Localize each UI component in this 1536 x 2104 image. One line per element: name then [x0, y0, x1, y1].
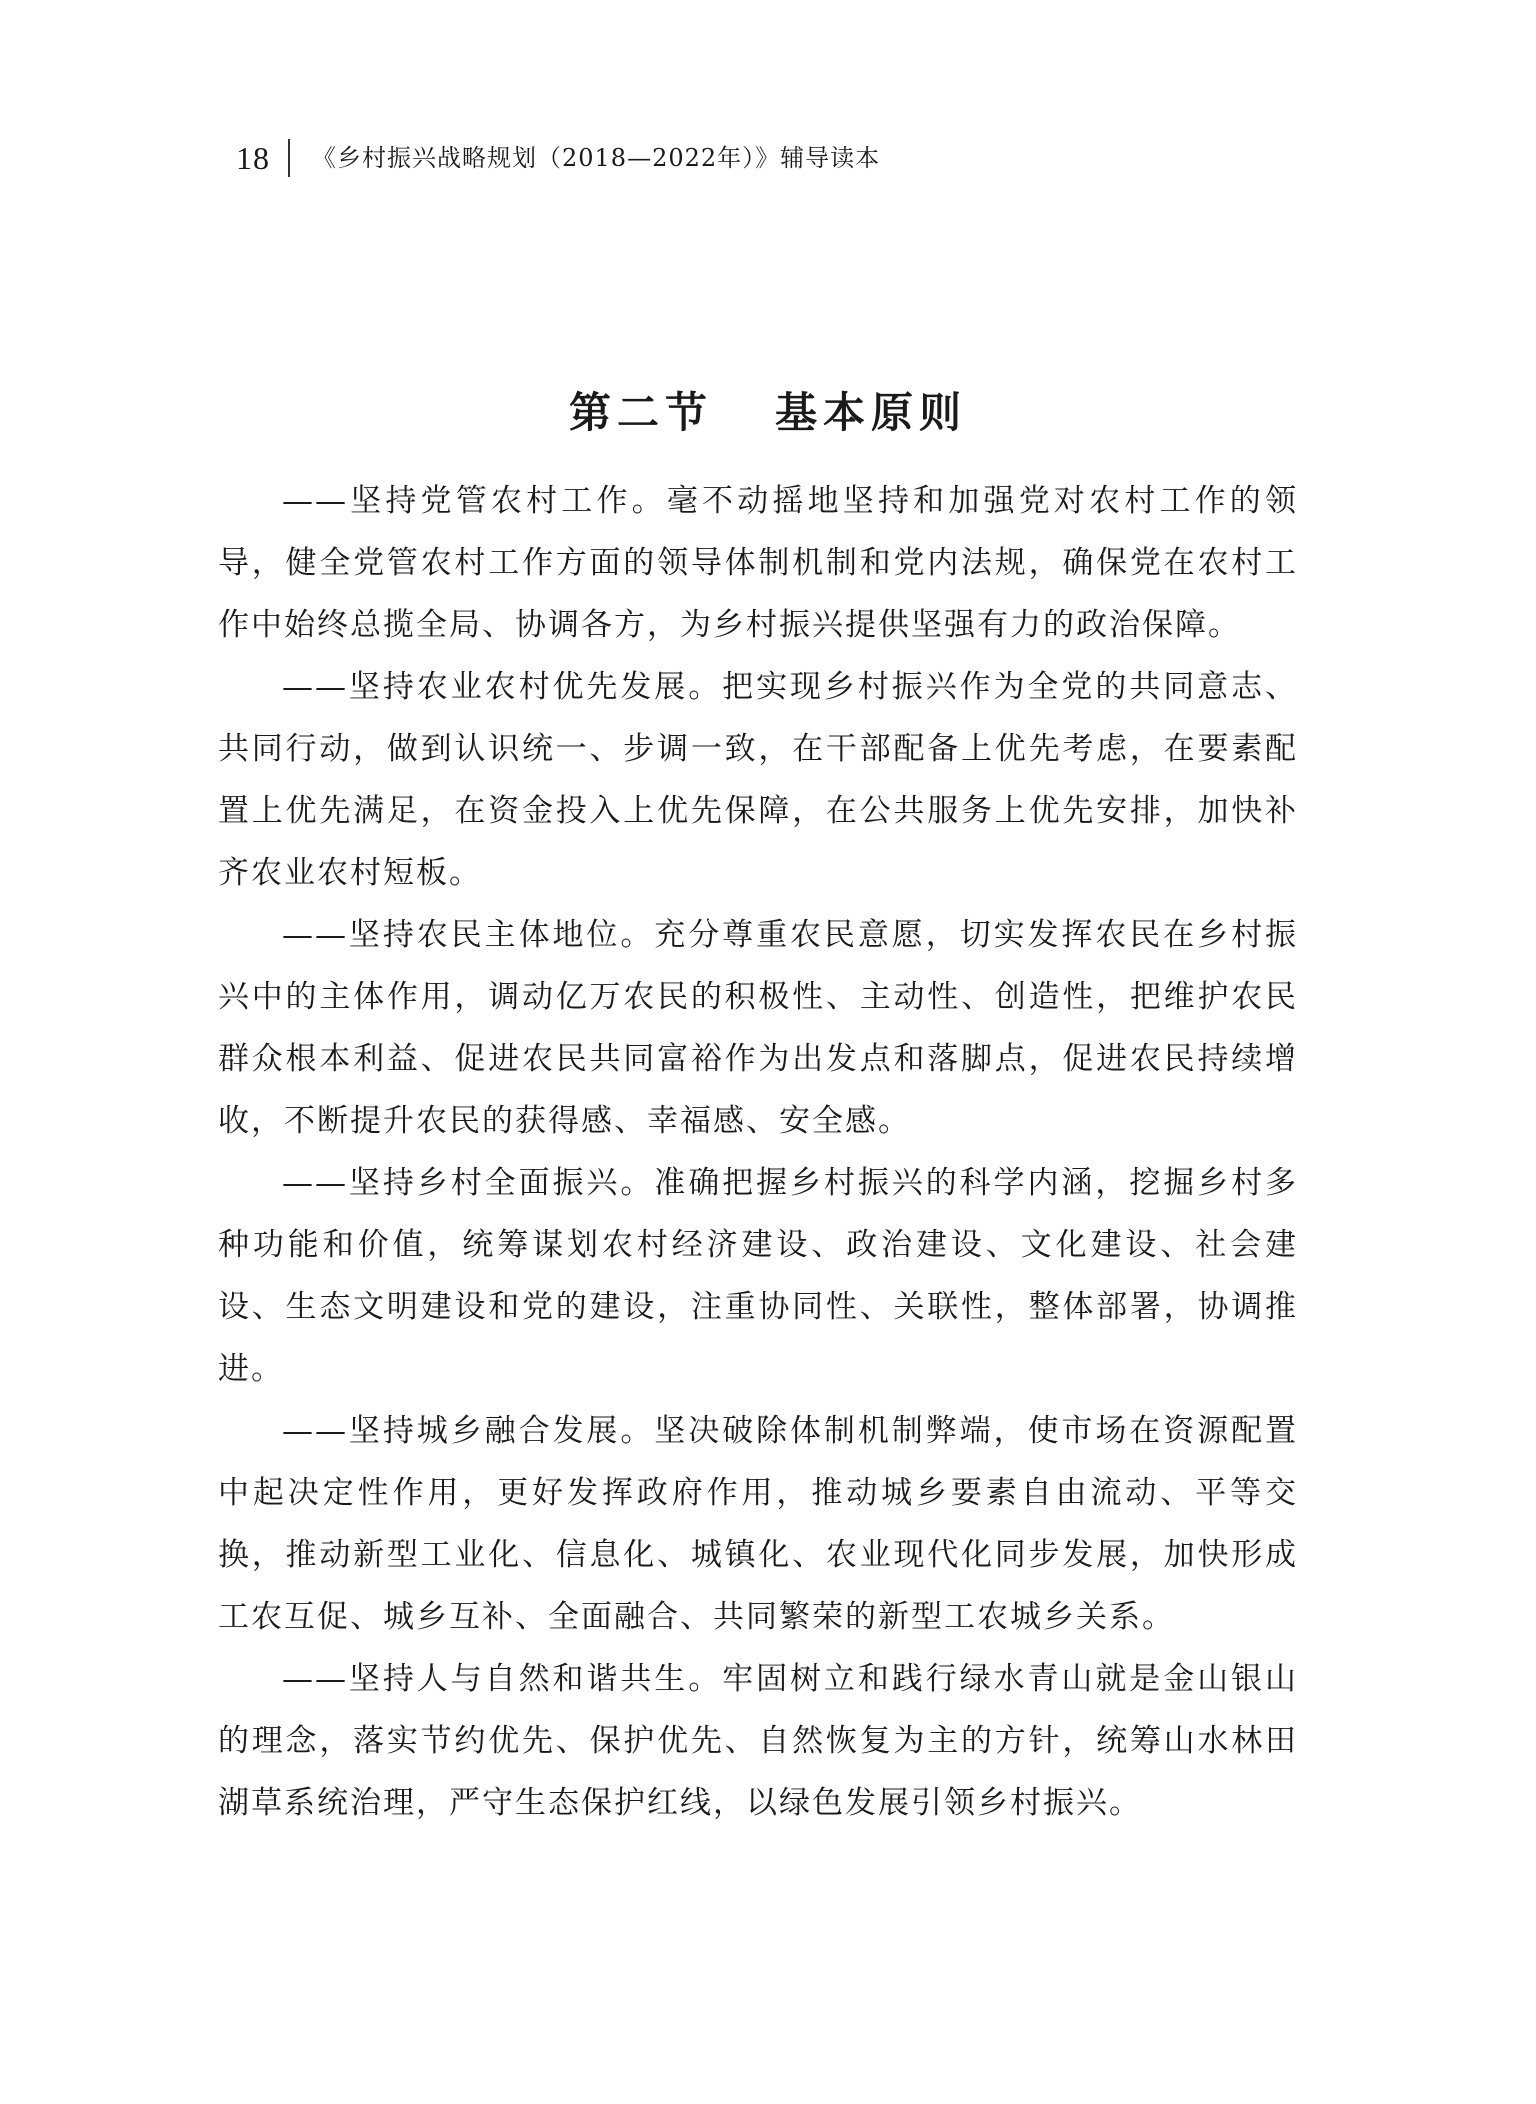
paragraph-harmony-with-nature: ——坚持人与自然和谐共生。牢固树立和践行绿水青山就是金山银山的理念，落实节约优先、保护优先、自然恢复为主的方针，统筹山水林田湖草系统治理，严守生态保护红线，以绿色发展引领乡村振兴。 [218, 1661, 1298, 1821]
book-title: 《乡村振兴战略规划（2018—2022年）》辅导读本 [312, 144, 881, 172]
body-text [218, 470, 1298, 1834]
section-title [0, 385, 1536, 441]
page-number: 18 [236, 140, 270, 176]
section-number: 第二节 [568, 387, 713, 437]
running-header [236, 138, 880, 178]
paragraph-agriculture-priority: ——坚持农业农村优先发展。把实现乡村振兴作为全党的共同意志、共同行动，做到认识统一、步调一致，在干部配备上优先考虑，在要素配置上优先满足，在资金投入上优先保障，在公共服务上优先安排，加快补齐农业农村短板。 [218, 669, 1298, 891]
paragraph-farmers-role: ——坚持农民主体地位。充分尊重农民意愿，切实发挥农民在乡村振兴中的主体作用，调动亿万农民的积极性、主动性、创造性，把维护农民群众根本利益、促进农民共同富裕作为出发点和落脚点，促进农民持续增收，不断提升农民的获得感、幸福感、安全感。 [218, 917, 1298, 1139]
section-heading: 基本原则 [775, 387, 968, 437]
paragraph-party-leadership: ——坚持党管农村工作。毫不动摇地坚持和加强党对农村工作的领导，健全党管农村工作方面的领导体制机制和党内法规，确保党在农村工作中始终总揽全局、协调各方，为乡村振兴提供坚强有力的政治保障。 [218, 483, 1298, 643]
header-divider [288, 139, 290, 177]
paragraph-comprehensive-revitalization: ——坚持乡村全面振兴。准确把握乡村振兴的科学内涵，挖掘乡村多种功能和价值，统筹谋划农村经济建设、政治建设、文化建设、社会建设、生态文明建设和党的建设，注重协同性、关联性，整体部署，协调推进。 [218, 1165, 1298, 1387]
paragraph-urban-rural-integration: ——坚持城乡融合发展。坚决破除体制机制弊端，使市场在资源配置中起决定性作用，更好发挥政府作用，推动城乡要素自由流动、平等交换，推动新型工业化、信息化、城镇化、农业现代化同步发展，加快形成工农互促、城乡互补、全面融合、共同繁荣的新型工农城乡关系。 [218, 1413, 1298, 1635]
